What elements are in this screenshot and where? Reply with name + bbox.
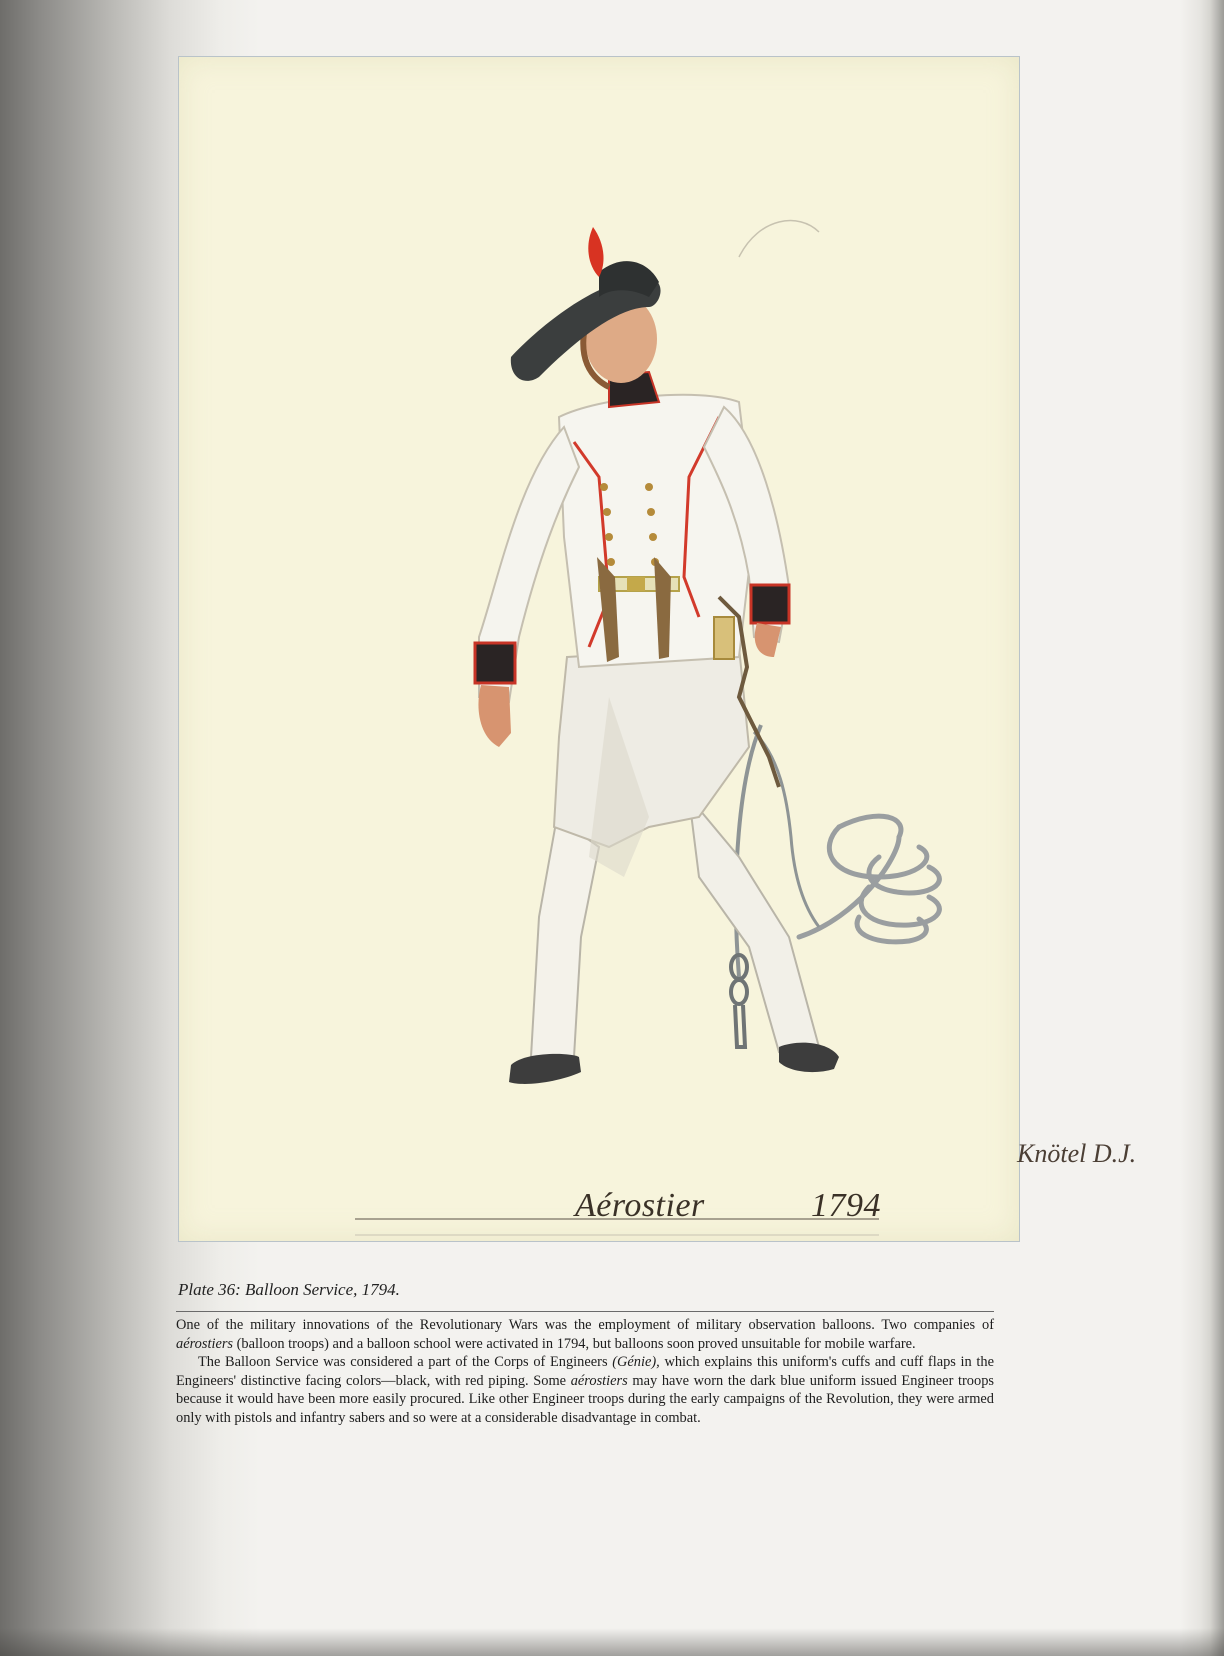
left-cuff xyxy=(475,643,515,683)
left-shoe xyxy=(509,1054,581,1084)
soldier-illustration xyxy=(179,57,1019,1241)
right-leg xyxy=(689,797,819,1052)
right-hand xyxy=(755,623,781,657)
caption-p2-text-e: may have worn the dark blue uniform issued Engineer troops because it would have been more easily procured. Like other Engineer troops during the early campaigns of the Revolution, they were armed only with pistols and infantry sabers and so were at a considerable disadvantage in combat. xyxy=(176,1372,994,1426)
red-plume xyxy=(588,227,603,277)
caption-title: Plate 36: Balloon Service, 1794. xyxy=(178,1280,400,1299)
breeches xyxy=(554,647,749,847)
caption-p1-term: aérostiers xyxy=(176,1335,234,1352)
page-bottom-shadow xyxy=(0,1628,1224,1656)
caption-paragraph-1 xyxy=(176,1316,994,1353)
plate-caption-year: 1794 xyxy=(811,1187,881,1224)
caption-p2-text-a: The Balloon Service was considered a part of the Corps of Engineers xyxy=(198,1354,613,1371)
plate-caption xyxy=(575,1187,881,1227)
left-hand xyxy=(478,685,511,747)
caption-body xyxy=(176,1316,994,1486)
caption-p2-term: aérostiers xyxy=(570,1372,628,1389)
caption-p1-text-a: One of the military innovations of the Revolutionary Wars was the employment of military observation balloons. Two companies of xyxy=(176,1317,994,1333)
plate-caption-name: Aérostier xyxy=(575,1187,705,1224)
artist-signature: Knötel D.J. xyxy=(1017,1139,1137,1168)
left-leg xyxy=(531,817,599,1057)
caption-p2-genie: (Génie), xyxy=(612,1354,660,1371)
illustration-plate xyxy=(178,56,1137,1242)
caption-p2-text-c: which explains this uniform's cuffs and cuff flaps in the Engineers' distinctive facing colors—black, with red piping. Some xyxy=(176,1354,995,1389)
coiled-rope xyxy=(799,816,939,942)
right-cuff xyxy=(751,585,789,623)
right-shoe xyxy=(779,1043,839,1072)
caption-paragraph-2 xyxy=(176,1353,994,1427)
caption-divider xyxy=(176,1311,994,1312)
caption-p1-text-c: (balloon troops) and a balloon school were activated in 1794, but balloons soon proved unsuitable for mobile warfare. xyxy=(233,1335,916,1352)
